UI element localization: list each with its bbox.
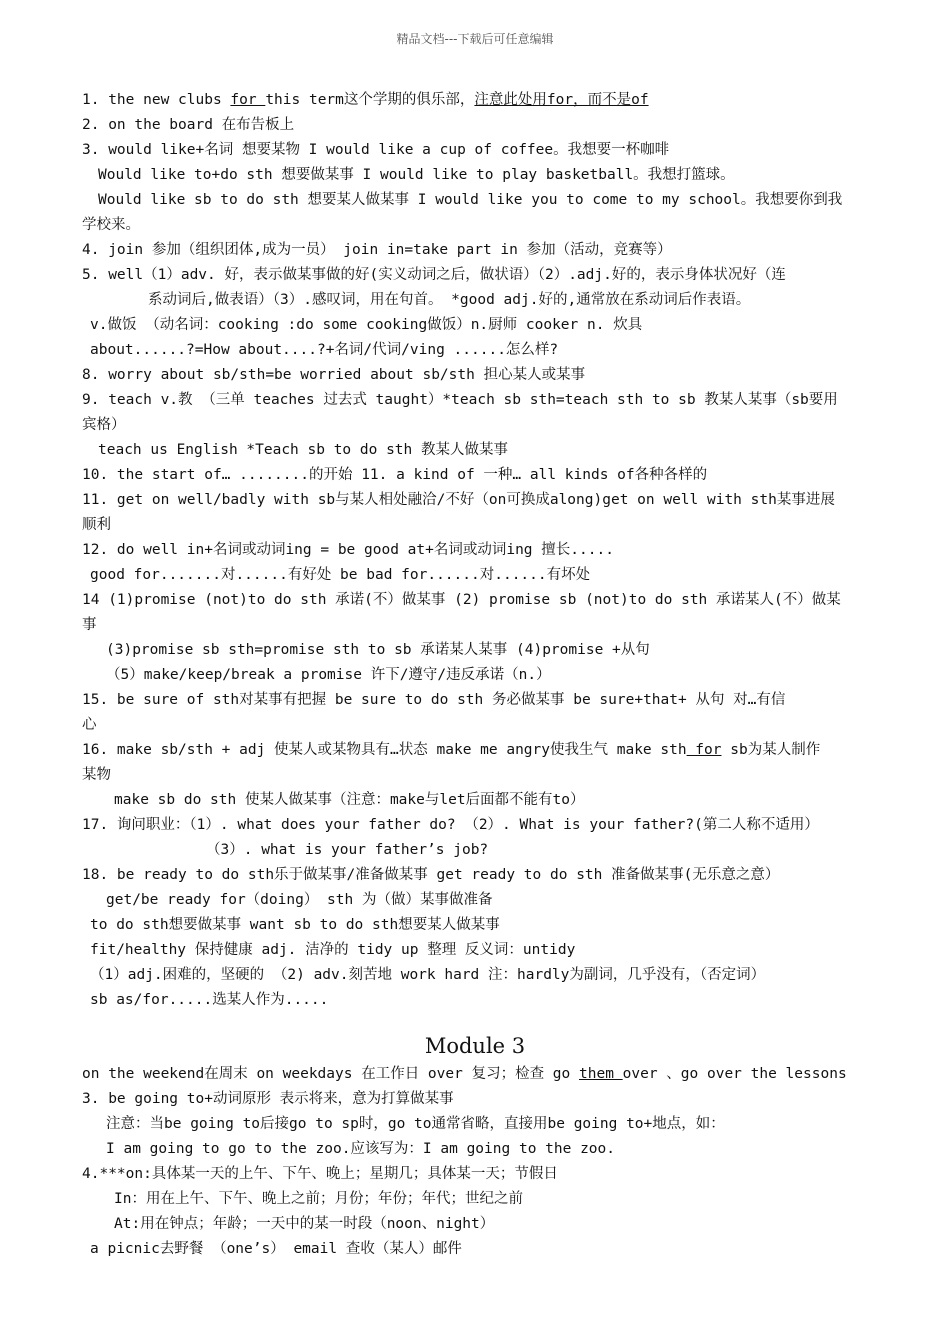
module-line-4b: In：用在上午、下午、晚上之前；月份；年份；年代；世纪之前	[114, 1191, 523, 1207]
module-line-4c: At:用在钟点；年龄；一天中的某一时段（noon、night）	[114, 1216, 495, 1232]
note-line-9b: 宾格）	[82, 417, 126, 433]
note-line-10: 10. the start of… ........的开始 11. a kind of 一种… all kinds of各种各样的	[82, 467, 708, 483]
note-line-16: 16. make sb/sth + adj 使某人或某物具有…状态 make me angry使我生气 make sth for sb为某人制作	[82, 742, 821, 758]
module-line-3: 3. be going to+动词原形 表示将来，意为打算做某事	[82, 1091, 454, 1107]
note-line-18b: get/be ready for（doing） sth 为（做）某事做准备	[106, 892, 493, 908]
note-line-22: sb as/for.....选某人作为.....	[90, 992, 329, 1008]
note-line-12: 12. do well in+名词或动词ing = be good at+名词或动词ing 擅长.....	[82, 542, 614, 558]
note-line-7: about......?=How about....?+名词/代词/ving ......怎么样?	[90, 342, 559, 358]
note-line-21: （1）adj.困难的，坚硬的 （2) adv.刻苦地 work hard 注：hardly为副词，几乎没有，（否定词）	[90, 967, 766, 983]
module-line-5: a picnic去野餐 （one’s） email 查收（某人）邮件	[90, 1241, 462, 1257]
module-title: Module 3	[424, 1034, 526, 1058]
note-line-3b: Would like to+do sth 想要做某事 I would like to play basketball。我想打篮球。	[98, 167, 735, 183]
note-line-3d: 学校来。	[82, 217, 140, 233]
note-line-9c: teach us English *Teach sb to do sth 教某人做某事	[98, 442, 508, 458]
note-line-16c: make sb do sth 使某人做某事（注意：make与let后面都不能有to）	[114, 792, 585, 808]
note-line-14c: (3)promise sb sth=promise sth to sb 承诺某人某事 (4)promise +从句	[106, 642, 650, 658]
module-line-1: on the weekend在周末 on weekdays 在工作日 over 复习；检查 go them over 、go over the lessons	[82, 1066, 847, 1082]
note-line-18: 18. be ready to do sth乐于做某事/准备做某事 get ready to do sth 准备做某事(无乐意之意）	[82, 867, 780, 883]
note-line-3: 3. would like+名词 想要某物 I would like a cup of coffee。我想要一杯咖啡	[82, 142, 670, 158]
note-line-4: 4. join 参加（组织团体,成为一员） join in=take part in 参加（活动，竞赛等）	[82, 242, 672, 258]
note-line-2: 2. on the board 在布告板上	[82, 117, 295, 133]
note-line-20: fit/healthy 保持健康 adj. 洁净的 tidy up 整理 反义词：untidy	[90, 942, 576, 958]
note-line-19: to do sth想要做某事 want sb to do sth想要某人做某事	[90, 917, 500, 933]
note-line-1: 1. the new clubs for this term这个学期的俱乐部，注意此处用for，而不是of	[82, 92, 649, 108]
module-line-3b: 注意：当be going to后接go to sp时，go to通常省略，直接用be going to+地点，如：	[106, 1116, 725, 1132]
note-line-15: 15. be sure of sth对某事有把握 be sure to do sth 务必做某事 be sure+that+ 从句 对…有信	[82, 692, 786, 708]
note-line-9: 9. teach v.教 （三单 teaches 过去式 taught）*teach sb sth=teach sth to sb 教某人某事（sb要用	[82, 392, 838, 408]
page-header: 精品文档---下载后可任意编辑	[396, 32, 554, 46]
note-line-17b: （3）. what is your father’s job?	[206, 842, 489, 858]
note-line-14: 14 (1)promise (not)to do sth 承诺(不）做某事 (2) promise sb (not)to do sth 承诺某人(不）做某	[82, 592, 841, 608]
note-line-5b: 系动词后,做表语）（3）.感叹词，用在句首。 *good adj.好的,通常放在系动词后作表语。	[148, 292, 751, 308]
note-line-3c: Would like sb to do sth 想要某人做某事 I would like you to come to my school。我想要你到我	[98, 192, 843, 208]
note-line-14d: （5）make/keep/break a promise 许下/遵守/违反承诺（n.）	[106, 667, 551, 683]
note-line-5: 5. well（1）adv. 好，表示做某事做的好(实义动词之后，做状语）（2）.adj.好的，表示身体状况好（连	[82, 267, 786, 283]
note-line-16b: 某物	[82, 767, 111, 783]
note-line-14b: 事	[82, 617, 97, 633]
note-line-17: 17. 询问职业：（1）. what does your father do? （2）. What is your father?(第二人称不适用）	[82, 817, 819, 833]
note-line-12b: good for.......对......有好处 be bad for......对......有坏处	[90, 567, 591, 583]
module-line-3c: I am going to go to the zoo.应该写为：I am going to the zoo.	[106, 1141, 615, 1157]
note-line-11: 11. get on well/badly with sb与某人相处融洽/不好（on可换成along)get on well with sth某事进展	[82, 492, 835, 508]
note-line-11b: 顺利	[82, 517, 111, 533]
note-line-8: 8. worry about sb/sth=be worried about sb/sth 担心某人或某事	[82, 367, 586, 383]
module-line-4: 4.***on:具体某一天的上午、下午、晚上；星期几；具体某一天；节假日	[82, 1166, 558, 1182]
note-line-6: v.做饭 （动名词：cooking :do some cooking做饭）n.厨师 cooker n. 炊具	[90, 317, 643, 333]
note-line-15b: 心	[82, 717, 97, 733]
